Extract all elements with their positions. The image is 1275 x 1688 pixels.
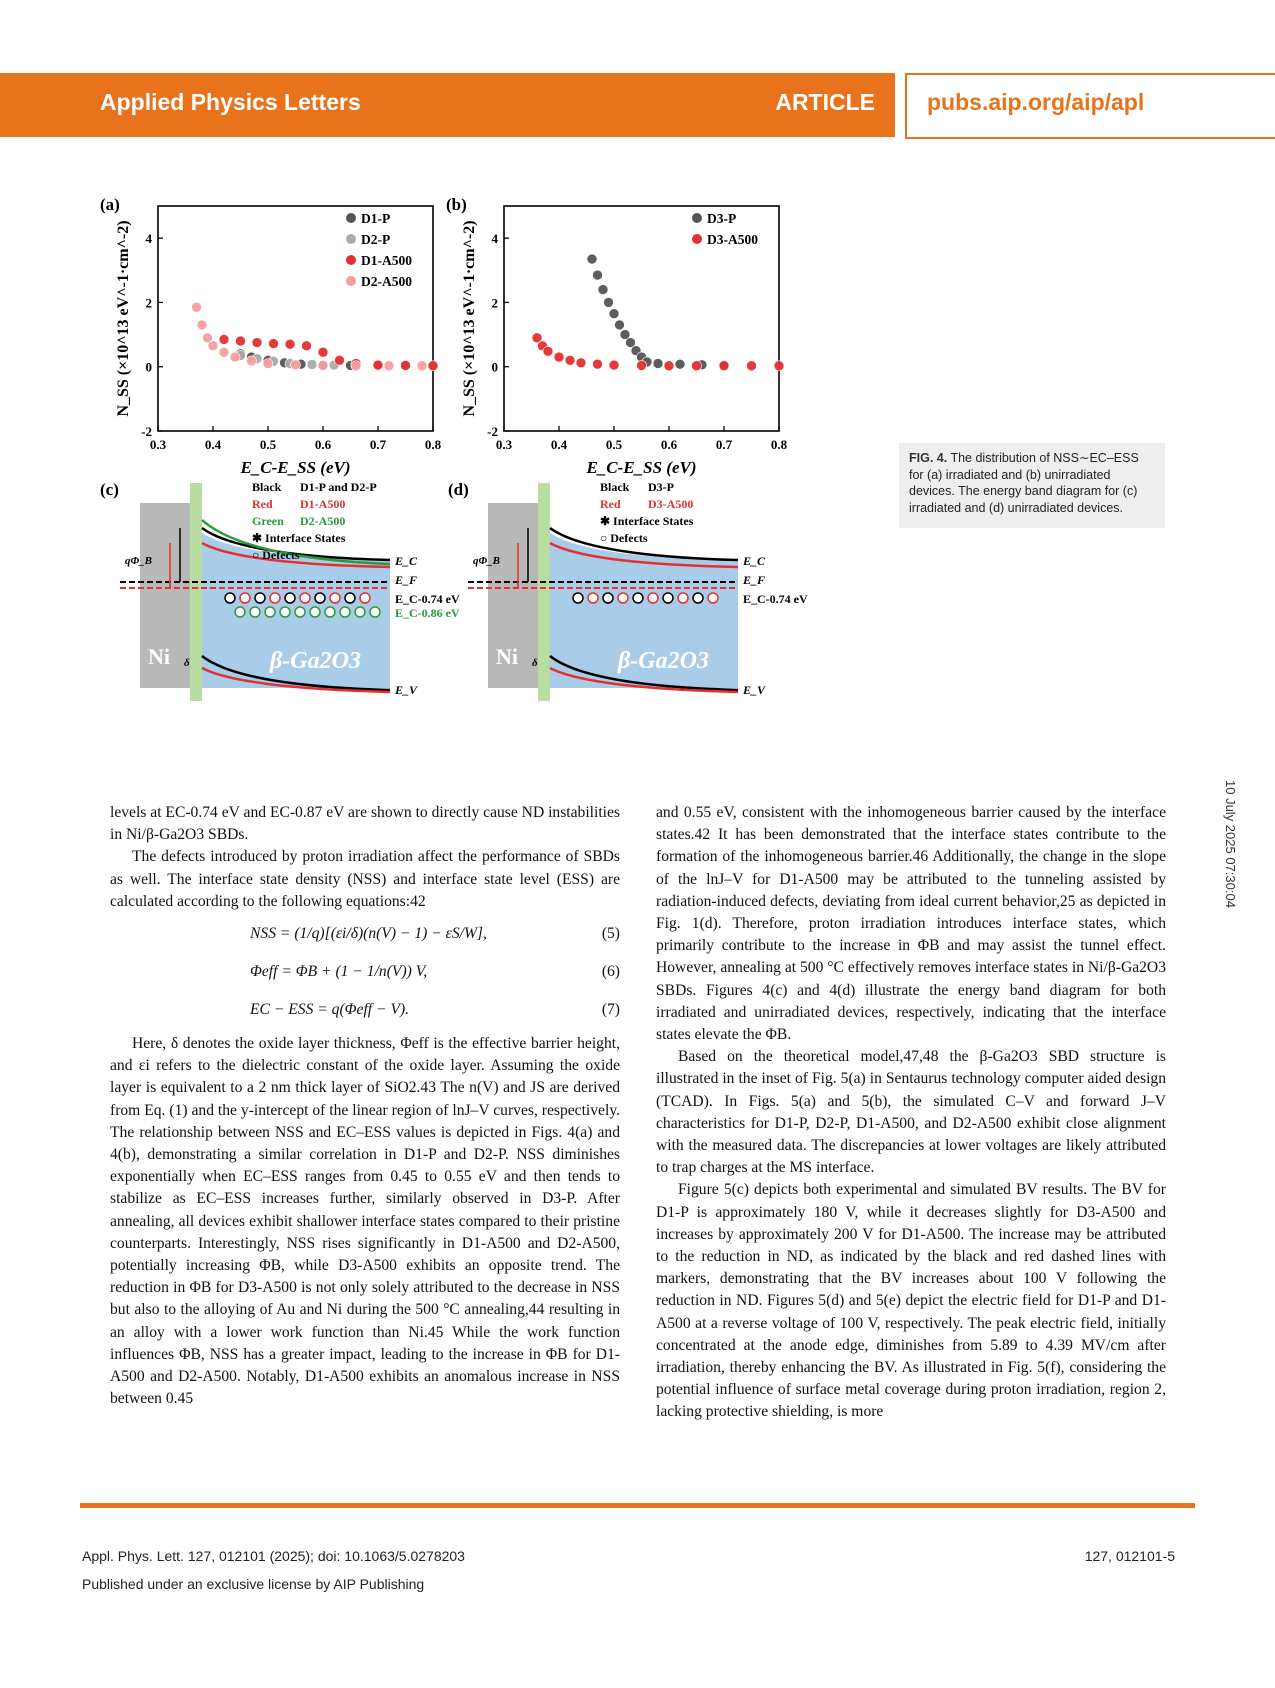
legend-label: D1-P xyxy=(361,211,391,226)
equation-6-number: (6) xyxy=(601,963,620,981)
journal-url-link[interactable]: pubs.aip.org/aip/apl xyxy=(927,89,1145,115)
data-point xyxy=(664,361,674,371)
semiconductor-label: β-Ga2O3 xyxy=(618,648,709,674)
data-point xyxy=(373,360,383,370)
data-point xyxy=(208,341,218,351)
data-point xyxy=(609,360,619,370)
data-point xyxy=(417,361,427,371)
panel-label: (c) xyxy=(100,480,119,499)
data-point xyxy=(230,352,240,362)
ec-label: E_C xyxy=(743,554,766,568)
x-tick-label: 0.4 xyxy=(204,437,222,452)
data-point xyxy=(307,359,317,369)
legend-label: D2-P xyxy=(361,232,391,247)
defect-marker-green xyxy=(280,607,290,617)
y-tick-label: 2 xyxy=(145,295,152,311)
equation-5-number: (5) xyxy=(601,925,620,943)
legend-marker xyxy=(346,255,356,265)
y-axis-label: N_SS (×10^13 eV^-1·cm^-2) xyxy=(115,220,132,417)
defect-marker xyxy=(678,593,688,603)
panel-label: (d) xyxy=(448,480,469,499)
x-tick-label: 0.3 xyxy=(149,437,167,452)
level2-label: E_C-0.86 eV xyxy=(395,606,460,620)
data-point xyxy=(247,356,257,366)
right-para-2: Based on the theoretical model,47,48 the β-Ga2O3 SBD structure is illustrated in the inset of Fig. 5(a) in Sentaurus technology computer aided design (TCAD). In Figs. 5(a) and 5(b), the simulated C–V and forward J–V characteristics for D1-P, D2-P, D1-A500, and D2-A500 exhibit close alignment with the measured data. The discrepancies at lower voltages are likely attributed to trap charges at the MS interface. xyxy=(656,1048,1166,1177)
ev-label: E_V xyxy=(743,683,766,697)
legend-device: D2-A500 xyxy=(300,514,346,528)
data-point xyxy=(318,347,328,357)
right-column xyxy=(656,802,1166,1424)
data-point xyxy=(653,359,663,369)
data-point xyxy=(291,360,301,370)
data-point xyxy=(675,359,685,369)
data-point xyxy=(593,359,603,369)
defect-marker xyxy=(225,593,235,603)
defect-marker-green xyxy=(325,607,335,617)
data-point xyxy=(197,320,207,330)
figure-4 xyxy=(100,198,880,758)
ef-label: E_F xyxy=(743,573,766,587)
journal-url-box[interactable] xyxy=(905,73,1275,139)
defect-marker-green xyxy=(370,607,380,617)
y-tick-label: 4 xyxy=(491,231,498,247)
metal-label: Ni xyxy=(148,644,170,669)
legend-device: D1-P and D2-P xyxy=(300,480,377,494)
data-point xyxy=(615,320,625,330)
y-tick-label: -2 xyxy=(487,424,498,439)
legend-device: D3-A500 xyxy=(648,497,694,511)
equation-7-text: EC − ESS = q(Φeff − V). xyxy=(250,1001,410,1019)
defect-marker-green xyxy=(250,607,260,617)
defect-marker xyxy=(315,593,325,603)
data-point xyxy=(263,359,273,369)
barrier-label: qΦ_B xyxy=(473,555,501,567)
y-tick-label: 0 xyxy=(491,359,498,375)
defect-marker-green xyxy=(295,607,305,617)
defect-marker xyxy=(603,593,613,603)
panel-label: (b) xyxy=(446,198,467,214)
scatter-panel-0 xyxy=(100,198,442,477)
legend-label: D1-A500 xyxy=(361,253,412,268)
scatter-panel-1 xyxy=(446,198,788,477)
caption-label: FIG. 4. xyxy=(909,451,948,465)
legend-label: D3-A500 xyxy=(707,232,758,247)
caption-text: The distribution of NSS∼EC–ESS for (a) irradiated and (b) unirradiated devices. The energy band diagram for (c) irradiated and (d) unirradiated devices. xyxy=(909,451,1139,515)
data-point xyxy=(351,361,361,371)
legend-device: D3-P xyxy=(648,480,674,494)
x-tick-label: 0.5 xyxy=(259,437,277,452)
defect-marker-green xyxy=(235,607,245,617)
legend-marker xyxy=(346,234,356,244)
data-point xyxy=(593,270,603,280)
data-point xyxy=(543,346,553,356)
defect-marker-green xyxy=(340,607,350,617)
left-para-1: levels at EC-0.74 eV and EC-0.87 eV are shown to directly cause ND instabilities in Ni/β-Ga2O3 SBDs. xyxy=(110,804,621,844)
legend-device: D1-A500 xyxy=(300,497,346,511)
footer-license: Published under an exclusive license by AIP Publishing xyxy=(82,1576,425,1592)
y-axis-label: N_SS (×10^13 eV^-1·cm^-2) xyxy=(461,220,478,417)
data-point xyxy=(598,285,608,295)
footer-citation: Appl. Phys. Lett. 127, 012101 (2025); doi: 10.1063/5.0278203 xyxy=(82,1548,465,1564)
data-point xyxy=(774,361,784,371)
x-tick-label: 0.8 xyxy=(770,437,788,452)
defect-marker-green xyxy=(265,607,275,617)
data-point xyxy=(269,339,279,349)
x-axis-label: E_C-E_SS (eV) xyxy=(240,458,351,477)
equation-5 xyxy=(110,919,620,951)
ef-label: E_F xyxy=(395,573,418,587)
legend-color-name: Green xyxy=(252,514,284,528)
legend-marker xyxy=(346,276,356,286)
defect-marker xyxy=(300,593,310,603)
data-point xyxy=(604,297,614,307)
level1-label: E_C-0.74 eV xyxy=(395,592,460,606)
defect-marker xyxy=(360,593,370,603)
defect-marker xyxy=(345,593,355,603)
ev-label: E_V xyxy=(395,683,418,697)
oxide-layer xyxy=(538,483,550,701)
data-point xyxy=(565,355,575,365)
legend-color-name: Black xyxy=(600,480,630,494)
defect-marker xyxy=(240,593,250,603)
legend-defects: ○ Defects xyxy=(252,548,300,562)
figure-4-svg xyxy=(100,198,880,758)
data-point xyxy=(692,361,702,371)
footer-page: 127, 012101-5 xyxy=(1084,1548,1175,1564)
x-tick-label: 0.5 xyxy=(605,437,623,452)
data-point xyxy=(587,254,597,264)
defect-marker xyxy=(663,593,673,603)
x-tick-label: 0.6 xyxy=(660,437,678,452)
equation-7 xyxy=(110,995,620,1027)
band-diagram-(d) xyxy=(448,480,808,701)
article-label: ARTICLE xyxy=(775,89,875,115)
equation-7-number: (7) xyxy=(601,1001,620,1019)
data-point xyxy=(335,355,345,365)
data-point xyxy=(747,361,757,371)
band-diagram-(c) xyxy=(100,480,460,701)
left-para-2: The defects introduced by proton irradiation affect the performance of SBDs as well. The interface state density (NSS) and interface state level (ESS) are calculated according to the following equations:42 xyxy=(110,848,620,910)
equation-5-text: NSS = (1/q)[(εi/δ)(n(V) − 1) − εS/W], xyxy=(250,925,487,943)
data-point xyxy=(637,360,647,370)
data-point xyxy=(384,361,394,371)
data-point xyxy=(554,352,564,362)
x-tick-label: 0.6 xyxy=(314,437,332,452)
semiconductor-label: β-Ga2O3 xyxy=(270,648,361,674)
defect-marker-green xyxy=(310,607,320,617)
legend-marker xyxy=(692,234,702,244)
left-column xyxy=(110,802,620,1410)
defect-marker xyxy=(708,593,718,603)
data-point xyxy=(719,361,729,371)
defect-marker xyxy=(648,593,658,603)
figure-caption xyxy=(899,443,1165,528)
data-point xyxy=(318,360,328,370)
data-point xyxy=(576,358,586,368)
data-point xyxy=(428,361,438,371)
metal-label: Ni xyxy=(496,644,518,669)
left-para-3: Here, δ denotes the oxide layer thickness, Φeff is the effective barrier height, and εi refers to the dielectric constant of the oxide layer. Assuming the oxide layer is equivalent to a 2 nm thick layer of SiO2.43 The n(V) and JS are derived from Eq. (1) and the y-intercept of the linear region of lnJ–V curves, respectively. The relationship between NSS and EC–ESS values is depicted in Figs. 4(a) and 4(b), demonstrating a similar correlation in D1-P and D2-P. NSS diminishes exponentially when EC–ESS ranges from 0.45 to 0.55 eV and then tends to stabilize as EC–ESS increases further, similarly observed in D3-P. After annealing, all devices exhibit shallower interface states compared to their pristine counterparts. Interestingly, NSS rises significantly in D1-A500 and D2-A500, potentially increasing ΦB, while D3-A500 exhibits an opposite trend. The reduction in ΦB for D3-A500 is not only solely attributed to the decrease in NSS but also to the alloying of Au and Ni during the 500 °C annealing,44 resulting in an alloy with a lower work function than Ni.45 While the work function influences ΦB, NSS has a greater impact, leading to the increase in ΦB for D1-A500 and D2-A500. Notably, D1-A500 exhibits an anomalous increase in NSS between 0.45 xyxy=(110,1035,620,1408)
data-point xyxy=(285,339,295,349)
plot-frame xyxy=(158,206,433,431)
defect-marker xyxy=(285,593,295,603)
x-tick-label: 0.7 xyxy=(369,437,387,452)
data-point xyxy=(401,360,411,370)
data-point xyxy=(236,336,246,346)
legend-label: D3-P xyxy=(707,211,737,226)
ec-label: E_C xyxy=(395,554,418,568)
footer-rule xyxy=(80,1503,1195,1508)
data-point xyxy=(219,334,229,344)
x-axis-label: E_C-E_SS (eV) xyxy=(586,458,697,477)
journal-title: Applied Physics Letters xyxy=(100,89,361,115)
right-para-1: and 0.55 eV, consistent with the inhomogeneous barrier caused by the interface states.42 It has been demonstrated that the interface states contribute to the formation of the inhomogeneous barrier.46 Additionally, the change in the slope of the lnJ–V for D1-A500 may be attributed to the tunneling assisted by radiation-induced defects, deviating from ideal current behavior,25 as depicted in Fig. 1(d). Therefore, proton irradiation introduces interface states, which primarily contribute to the increase in ΦB and may assist the tunnel effect. However, annealing at 500 °C effectively removes interface states in Ni/β-Ga2O3 SBDs. Figures 4(c) and 4(d) illustrate the energy band diagram for both irradiated and unirradiated devices, respectively, indicating that the interface states elevate the ΦB. xyxy=(656,804,1166,1044)
legend-marker xyxy=(692,213,702,223)
download-timestamp: 10 July 2025 07:30:04 xyxy=(1223,780,1238,908)
panel-label: (a) xyxy=(100,198,120,214)
legend-color-name: Red xyxy=(252,497,273,511)
legend-color-name: Red xyxy=(600,497,621,511)
data-point xyxy=(192,302,202,312)
journal-banner xyxy=(0,73,1275,137)
legend-interface-states: ✱ Interface States xyxy=(600,514,694,528)
x-tick-label: 0.3 xyxy=(495,437,513,452)
level1-label: E_C-0.74 eV xyxy=(743,592,808,606)
legend-defects: ○ Defects xyxy=(600,531,648,545)
x-tick-label: 0.8 xyxy=(424,437,442,452)
legend-label: D2-A500 xyxy=(361,274,412,289)
data-point xyxy=(609,309,619,319)
defect-marker xyxy=(270,593,280,603)
defect-marker xyxy=(693,593,703,603)
defect-marker xyxy=(255,593,265,603)
legend-marker xyxy=(346,213,356,223)
defect-marker xyxy=(588,593,598,603)
y-tick-label: 4 xyxy=(145,231,152,247)
y-tick-label: 0 xyxy=(145,359,152,375)
oxide-layer xyxy=(190,483,202,701)
legend-color-name: Black xyxy=(252,480,282,494)
defect-marker xyxy=(330,593,340,603)
right-para-3: Figure 5(c) depicts both experimental and simulated BV results. The BV for D1-P is approximately 180 V, while it decreases slightly for D3-A500 and increases by approximately 200 V for D1-A500. The increase may be attributed to the reduction in ND, as indicated by the black and red dashed lines with markers, demonstrating that the BV increases about 100 V following the reduction in ND. Figures 5(d) and 5(e) depict the electric field for D1-P and D1-A500 at a reverse voltage of 100 V, respectively. The peak electric field, initially concentrated at the anode edge, diminishes from 5.89 to 4.39 MV/cm after irradiation, thereby enhancing the BV. As illustrated in Fig. 5(f), considering the potential influence of surface metal coverage during proton irradiation, region 2, lacking protective shielding, is more xyxy=(656,1181,1166,1421)
equation-6 xyxy=(110,957,620,989)
equation-6-text: Φeff = ΦB + (1 − 1/n(V)) V, xyxy=(250,963,428,981)
barrier-label: qΦ_B xyxy=(125,555,153,567)
x-tick-label: 0.4 xyxy=(550,437,568,452)
defect-marker xyxy=(573,593,583,603)
defect-marker-green xyxy=(355,607,365,617)
delta-label: δ xyxy=(532,657,538,669)
defect-marker xyxy=(618,593,628,603)
x-tick-label: 0.7 xyxy=(715,437,733,452)
delta-label: δ xyxy=(184,657,190,669)
legend-interface-states: ✱ Interface States xyxy=(252,531,346,545)
defect-marker xyxy=(633,593,643,603)
data-point xyxy=(302,341,312,351)
data-point xyxy=(252,338,262,348)
y-tick-label: 2 xyxy=(491,295,498,311)
y-tick-label: -2 xyxy=(141,424,152,439)
data-point xyxy=(219,347,229,357)
